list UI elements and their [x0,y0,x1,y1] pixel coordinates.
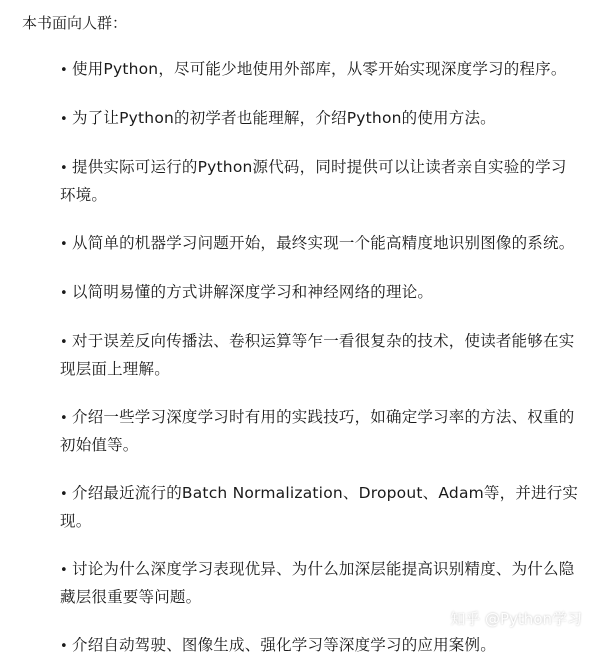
bullet-icon: • [60,112,68,127]
list-item-text: 以简明易懂的方式讲解深度学习和神经网络的理论。 [72,283,434,301]
list-item-text: 讨论为什么深度学习表现优异、为什么加深层能提高识别精度、为什么隐藏层很重要等问题。 [60,560,575,606]
bullet-icon: • [60,286,68,301]
list-item [22,556,580,611]
list-item [22,279,580,307]
list-item-text: 对于误差反向传播法、卷积运算等乍一看很复杂的技术，使读者能够在实现层面上理解。 [60,332,575,378]
list-item-text: 介绍最近流行的Batch Normalization、Dropout、Adam等，并进行实现。 [60,484,579,530]
bullet-icon: • [60,63,68,78]
list-item-text: 从简单的机器学习问题开始，最终实现一个能高精度地识别图像的系统。 [72,234,575,252]
list-item [22,230,580,258]
intro-heading: 本书面向人群： [22,14,128,32]
list-item-text: 为了让Python的初学者也能理解，介绍Python的使用方法。 [72,109,496,127]
bullet-list [22,56,580,660]
list-item [22,154,580,209]
list-item [22,105,580,133]
bullet-icon: • [60,411,68,426]
bullet-icon: • [60,639,68,654]
list-item-text: 使用Python，尽可能少地使用外部库，从零开始实现深度学习的程序。 [72,60,567,78]
list-item [22,328,580,383]
list-item [22,56,580,84]
list-item [22,404,580,459]
bullet-icon: • [60,237,68,252]
list-item-text: 介绍自动驾驶、图像生成、强化学习等深度学习的应用案例。 [72,636,496,654]
list-item-text: 介绍一些学习深度学习时有用的实践技巧，如确定学习率的方法、权重的初始值等。 [60,408,575,454]
bullet-icon: • [60,563,68,578]
bullet-icon: • [60,487,68,502]
list-item [22,480,580,535]
bullet-icon: • [60,335,68,350]
watermark: 知乎 @Python学习 [450,610,582,628]
bullet-icon: • [60,161,68,176]
list-item-text: 提供实际可运行的Python源代码，同时提供可以让读者亲自实验的学习环境。 [60,158,567,204]
list-item [22,632,580,660]
